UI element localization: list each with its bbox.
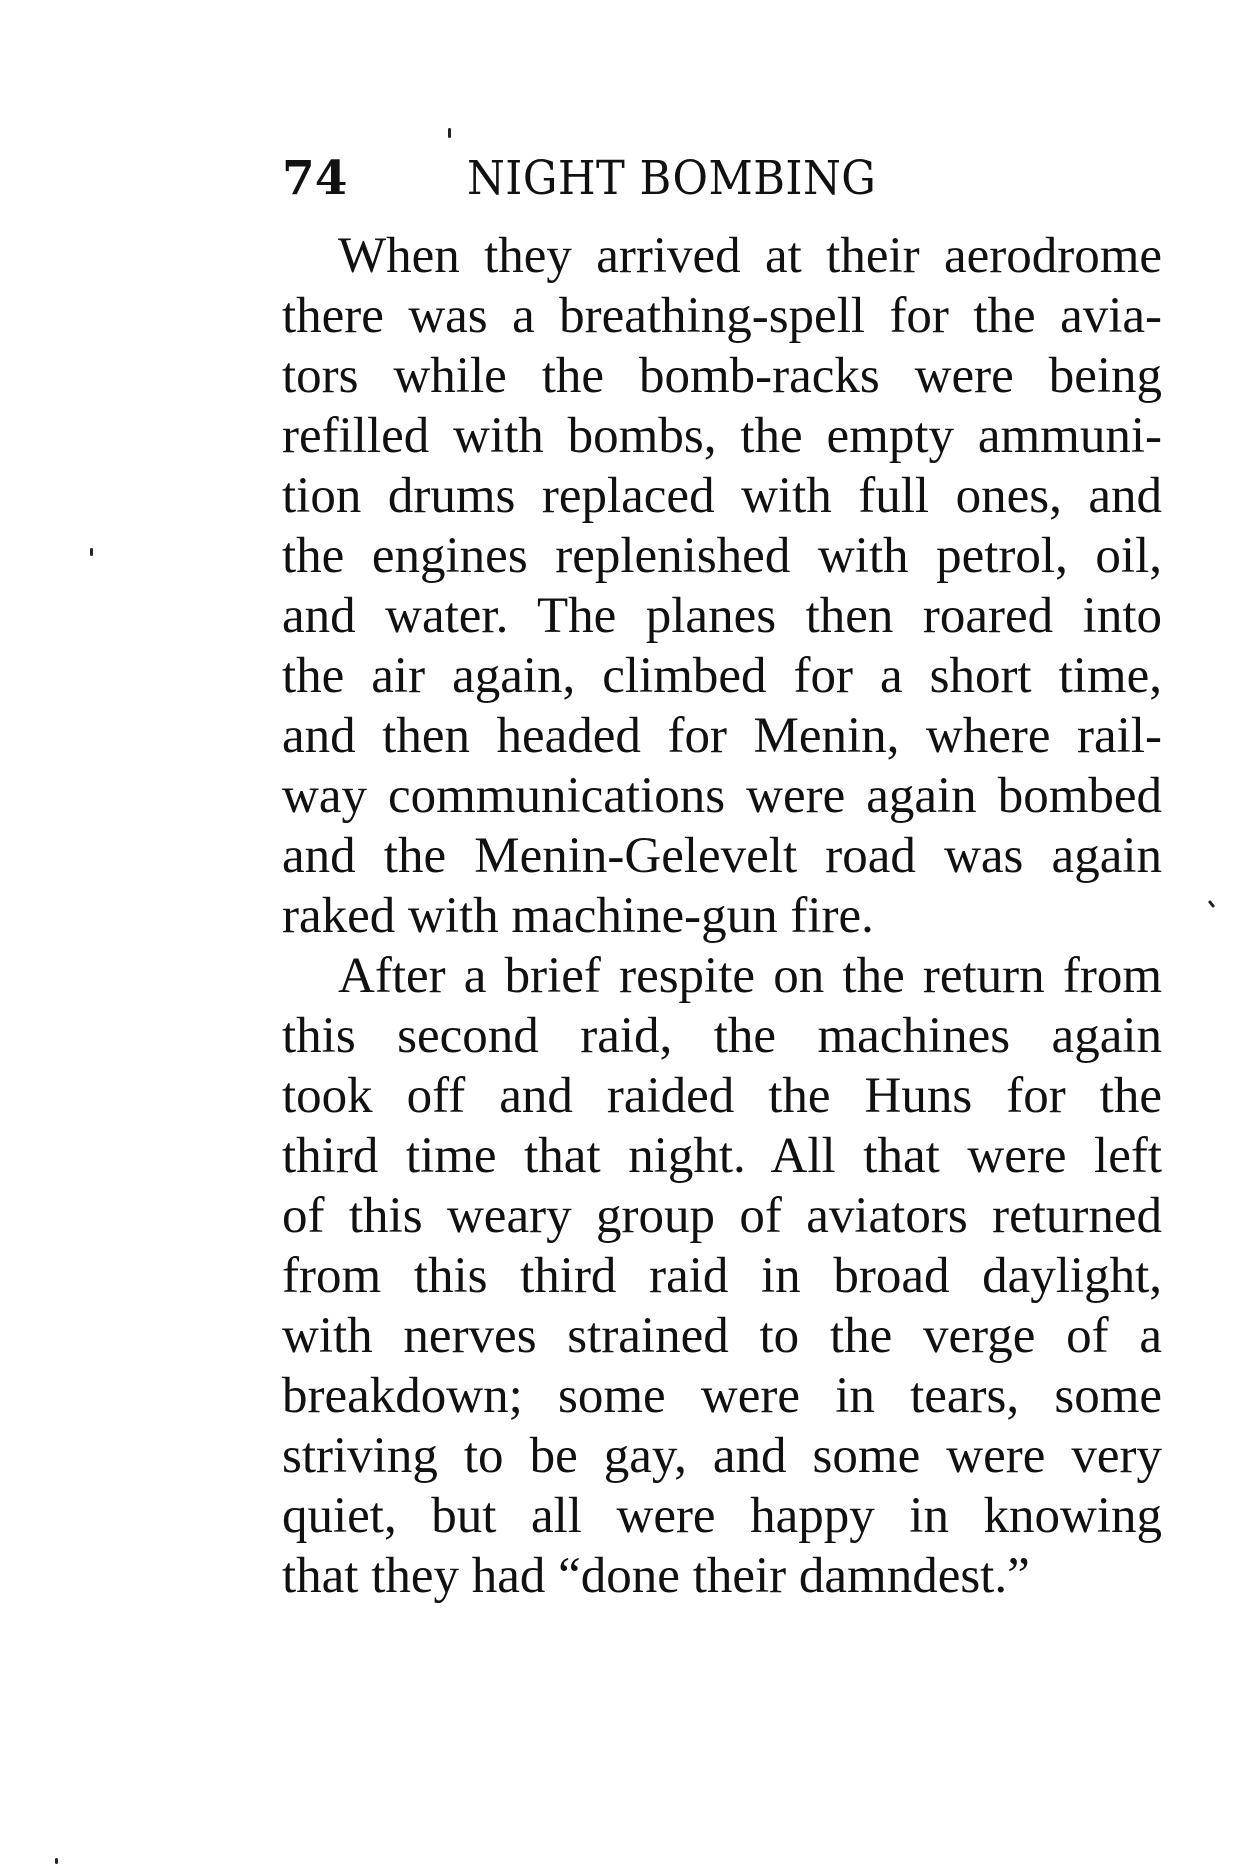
text-line: and then headed for Menin, where rail- [282, 708, 1162, 764]
text-line: with nerves strained to the verge of a [282, 1308, 1162, 1364]
text-line: the engines replenished with petrol, oil, [282, 528, 1162, 584]
text-line: raked with machine-gun fire. [282, 888, 874, 944]
text-line: from this third raid in broad daylight, [282, 1248, 1162, 1304]
text-line: took off and raided the Huns for the [282, 1068, 1162, 1124]
body-text [282, 226, 1162, 1606]
text-line: breakdown; some were in tears, some [282, 1368, 1162, 1424]
text-line: After a brief respite on the return from [338, 948, 1162, 1004]
text-line: striving to be gay, and some were very [282, 1428, 1162, 1484]
scan-speck [55, 1858, 58, 1864]
text-line: that they had “done their damndest.” [282, 1548, 1030, 1604]
text-line: third time that night. All that were left [282, 1128, 1162, 1184]
text-line: tion drums replaced with full ones, and [282, 468, 1162, 524]
text-line: refilled with bombs, the empty ammuni- [282, 408, 1162, 464]
text-line: the air again, climbed for a short time, [282, 648, 1162, 704]
text-line: way communications were again bombed [282, 768, 1162, 824]
page-title: NIGHT BOMBING [467, 151, 877, 206]
page-number: 74 [282, 151, 348, 206]
text-line: When they arrived at their aerodrome [338, 228, 1162, 284]
text-line: and the Menin-Gelevelt road was again [282, 828, 1162, 884]
scan-speck [1208, 900, 1215, 908]
paragraph-1 [282, 226, 1162, 946]
text-line: of this weary group of aviators returned [282, 1188, 1162, 1244]
paragraph-2 [282, 946, 1162, 1606]
text-line: and water. The planes then roared into [282, 588, 1162, 644]
text-line: quiet, but all were happy in knowing [282, 1488, 1162, 1544]
scan-speck [90, 548, 93, 556]
text-line: this second raid, the machines again [282, 1008, 1162, 1064]
running-head [282, 148, 1162, 210]
text-line: tors while the bomb-racks were being [282, 348, 1162, 404]
scan-speck [448, 128, 451, 138]
text-line: there was a breathing-spell for the avia- [282, 288, 1162, 344]
